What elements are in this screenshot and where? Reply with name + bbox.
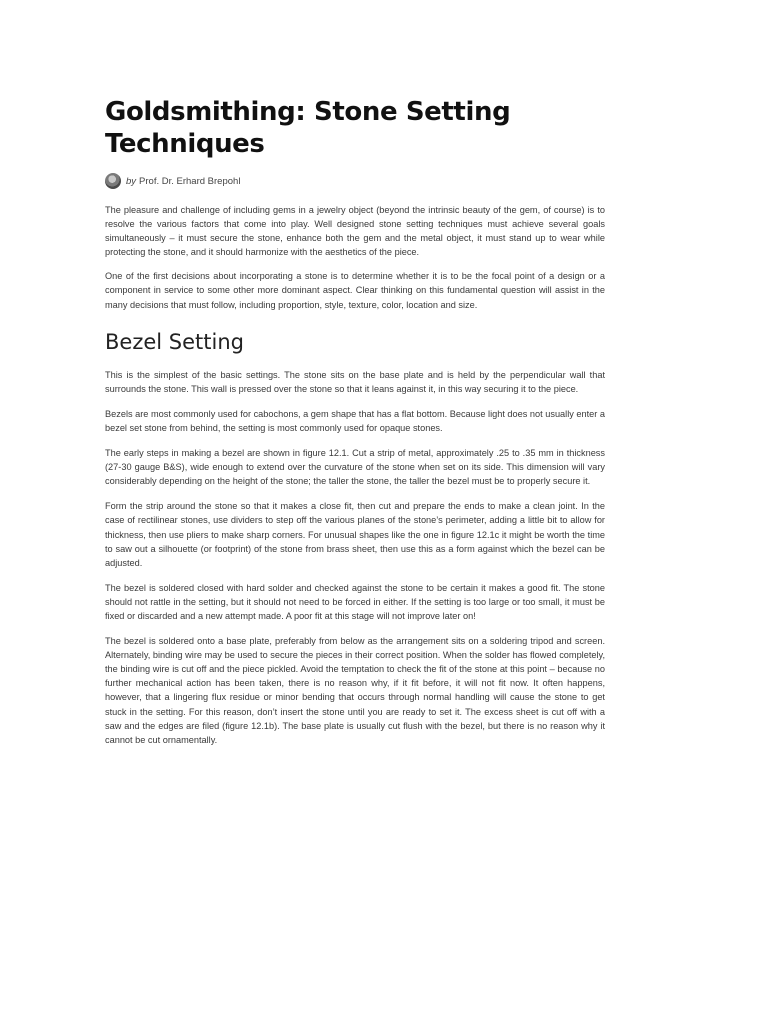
body-paragraph: Form the strip around the stone so that it makes a close fit, then cut and prepare the ends to make a clean joint. In the case of rectilinear stones, use dividers to step off the various planes of the stone’s perimeter, adding a little bit to allow for thickness, then use pliers to make sharp corners. For unusual shapes like the one in figure 12.1c it might be worth the time to saw out a silhouette (or footprint) of the stone from brass sheet, then use this as a form against which the bezel can be adjusted. <box>105 501 605 568</box>
section-body <box>105 368 605 747</box>
article-title: Goldsmithing: Stone Setting Techniques <box>105 97 511 159</box>
author-avatar[interactable] <box>105 173 121 189</box>
intro-paragraph: The pleasure and challenge of including gems in a jewelry object (beyond the intrinsic beauty of the gem, of course) is to resolve the various factors that come into play. Well designed stone setting techniques must achieve several goals simultaneously – it must secure the stone, enhance both the gem and the metal object, it must stand up to wear while protecting the stone, and it should harmonize with the aesthetics of the piece. <box>105 205 605 258</box>
body-paragraph: The early steps in making a bezel are shown in figure 12.1. Cut a strip of metal, approximately .25 to .35 mm in thickness (27-30 gauge B&S), wide enough to extend over the curvature of the stone when set on its side. This dimension will vary considerably depending on the height of the stone; the taller the stone, the taller the bezel must be to properly secure it. <box>105 448 605 487</box>
body-paragraph: Bezels are most commonly used for cabochons, a gem shape that has a flat bottom. Because light does not usually enter a bezel set stone from behind, the setting is most commonly used for opaque stones. <box>105 408 605 433</box>
body-paragraph: This is the simplest of the basic settings. The stone sits on the base plate and is held by the perpendicular wall that surrounds the stone. This wall is pressed over the stone so that it leans against it, in this way securing it to the piece. <box>105 369 605 394</box>
body-paragraph: The bezel is soldered onto a base plate, preferably from below as the arrangement sits on a soldering tripod and screen. Alternately, binding wire may be used to secure the pieces in their correct position. When the solder has flowed completely, the binding wire is cut off and the piece pickled. Avoid the temptation to check the fit of the stone at this point – because no further mechanical action has been taken, there is no reason why, if it fit before, it will not fit now. It often happens, however, that a lingering flux residue or minor bending that occurs through normal handling will cause the stone to get stuck in the setting. For this reason, don’t insert the stone until you are ready to set it. The excess sheet is cut off with a saw and the edges are filed (figure 12.1b). The base plate is usually cut flush with the bezel, but there is no reason why it cannot be cut ornamentally. <box>105 636 605 745</box>
section-heading: Bezel Setting <box>105 329 244 354</box>
byline <box>105 172 605 190</box>
intro-paragraph: One of the first decisions about incorporating a stone is to determine whether it is to be the focal point of a design or a component in service to some other more dominant aspect. Clear thinking on this fundamental question will assist in the many decisions that must follow, including proportion, style, texture, color, location and size. <box>105 271 605 310</box>
author-name-link[interactable]: Prof. Dr. Erhard Brepohl <box>139 175 241 187</box>
article <box>105 96 605 747</box>
body-paragraph: The bezel is soldered closed with hard solder and checked against the stone to be certain it makes a good fit. The stone should not rattle in the setting, but it should not need to be forced in either. If the setting is too large or too small, it must be fixed or discarded and a new attempt made. A poor fit at this stage will not improve later on! <box>105 582 605 621</box>
byline-by: by <box>126 175 137 187</box>
